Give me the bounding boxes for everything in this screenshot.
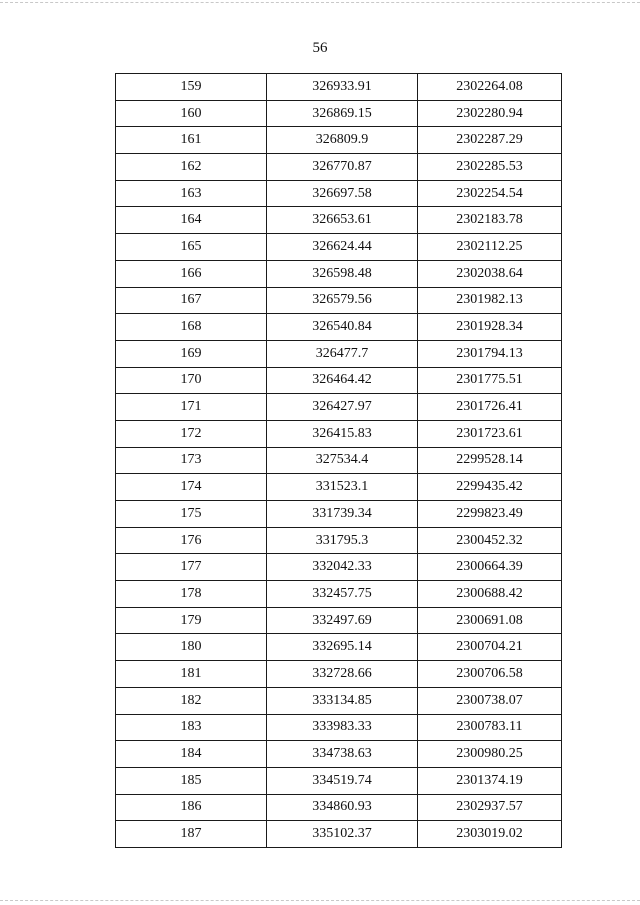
y-coordinate-cell: 2299528.14 [418, 447, 562, 474]
x-coordinate-cell: 335102.37 [267, 821, 418, 848]
x-coordinate-cell: 333134.85 [267, 687, 418, 714]
y-coordinate-cell: 2301726.41 [418, 394, 562, 421]
table-row [116, 260, 562, 287]
x-coordinate-cell: 331795.3 [267, 527, 418, 554]
x-coordinate-cell: 332457.75 [267, 581, 418, 608]
x-coordinate-cell: 326579.56 [267, 287, 418, 314]
point-id-cell: 167 [116, 287, 267, 314]
point-id-cell: 181 [116, 661, 267, 688]
table-row [116, 447, 562, 474]
table-row [116, 501, 562, 528]
scan-edge-top [0, 2, 640, 3]
x-coordinate-cell: 326464.42 [267, 367, 418, 394]
table-row [116, 714, 562, 741]
point-id-cell: 183 [116, 714, 267, 741]
table-row [116, 154, 562, 181]
x-coordinate-cell: 326427.97 [267, 394, 418, 421]
x-coordinate-cell: 333983.33 [267, 714, 418, 741]
point-id-cell: 166 [116, 260, 267, 287]
y-coordinate-cell: 2301794.13 [418, 340, 562, 367]
table-row [116, 100, 562, 127]
point-id-cell: 159 [116, 74, 267, 101]
point-id-cell: 187 [116, 821, 267, 848]
x-coordinate-cell: 331739.34 [267, 501, 418, 528]
table-row [116, 340, 562, 367]
table-row [116, 234, 562, 261]
point-id-cell: 186 [116, 794, 267, 821]
y-coordinate-cell: 2302937.57 [418, 794, 562, 821]
table-row [116, 287, 562, 314]
x-coordinate-cell: 332497.69 [267, 607, 418, 634]
table-row [116, 607, 562, 634]
y-coordinate-cell: 2301775.51 [418, 367, 562, 394]
point-id-cell: 160 [116, 100, 267, 127]
point-id-cell: 179 [116, 607, 267, 634]
point-id-cell: 162 [116, 154, 267, 181]
point-id-cell: 168 [116, 314, 267, 341]
y-coordinate-cell: 2300664.39 [418, 554, 562, 581]
y-coordinate-cell: 2301723.61 [418, 420, 562, 447]
x-coordinate-cell: 332042.33 [267, 554, 418, 581]
y-coordinate-cell: 2302287.29 [418, 127, 562, 154]
y-coordinate-cell: 2302280.94 [418, 100, 562, 127]
table-row [116, 741, 562, 768]
point-id-cell: 173 [116, 447, 267, 474]
table-row [116, 767, 562, 794]
x-coordinate-cell: 326697.58 [267, 180, 418, 207]
point-id-cell: 169 [116, 340, 267, 367]
table-row [116, 527, 562, 554]
y-coordinate-cell: 2300688.42 [418, 581, 562, 608]
table-row [116, 554, 562, 581]
x-coordinate-cell: 326598.48 [267, 260, 418, 287]
y-coordinate-cell: 2302254.54 [418, 180, 562, 207]
point-id-cell: 175 [116, 501, 267, 528]
point-id-cell: 176 [116, 527, 267, 554]
y-coordinate-cell: 2302038.64 [418, 260, 562, 287]
table-row [116, 581, 562, 608]
table-row [116, 420, 562, 447]
x-coordinate-cell: 332728.66 [267, 661, 418, 688]
y-coordinate-cell: 2300706.58 [418, 661, 562, 688]
coordinate-table [115, 73, 562, 848]
y-coordinate-cell: 2300783.11 [418, 714, 562, 741]
y-coordinate-cell: 2300980.25 [418, 741, 562, 768]
y-coordinate-cell: 2303019.02 [418, 821, 562, 848]
coordinate-table-body [116, 74, 562, 848]
point-id-cell: 172 [116, 420, 267, 447]
table-row [116, 634, 562, 661]
x-coordinate-cell: 326477.7 [267, 340, 418, 367]
point-id-cell: 185 [116, 767, 267, 794]
point-id-cell: 165 [116, 234, 267, 261]
table-row [116, 687, 562, 714]
point-id-cell: 170 [116, 367, 267, 394]
point-id-cell: 180 [116, 634, 267, 661]
y-coordinate-cell: 2302264.08 [418, 74, 562, 101]
x-coordinate-cell: 326653.61 [267, 207, 418, 234]
y-coordinate-cell: 2301982.13 [418, 287, 562, 314]
y-coordinate-cell: 2300691.08 [418, 607, 562, 634]
table-row [116, 394, 562, 421]
x-coordinate-cell: 332695.14 [267, 634, 418, 661]
table-row [116, 367, 562, 394]
point-id-cell: 182 [116, 687, 267, 714]
y-coordinate-cell: 2300704.21 [418, 634, 562, 661]
table-row [116, 74, 562, 101]
y-coordinate-cell: 2302112.25 [418, 234, 562, 261]
table-row [116, 821, 562, 848]
page-number: 56 [312, 40, 328, 56]
table-row [116, 127, 562, 154]
y-coordinate-cell: 2302285.53 [418, 154, 562, 181]
point-id-cell: 164 [116, 207, 267, 234]
x-coordinate-cell: 334519.74 [267, 767, 418, 794]
x-coordinate-cell: 326809.9 [267, 127, 418, 154]
y-coordinate-cell: 2299823.49 [418, 501, 562, 528]
table-row [116, 474, 562, 501]
x-coordinate-cell: 326415.83 [267, 420, 418, 447]
x-coordinate-cell: 334860.93 [267, 794, 418, 821]
y-coordinate-cell: 2301374.19 [418, 767, 562, 794]
x-coordinate-cell: 326933.91 [267, 74, 418, 101]
x-coordinate-cell: 326540.84 [267, 314, 418, 341]
table-row [116, 314, 562, 341]
x-coordinate-cell: 334738.63 [267, 741, 418, 768]
point-id-cell: 177 [116, 554, 267, 581]
table-row [116, 661, 562, 688]
scan-edge-bottom [0, 900, 640, 901]
table-row [116, 207, 562, 234]
table-row [116, 180, 562, 207]
x-coordinate-cell: 326624.44 [267, 234, 418, 261]
y-coordinate-cell: 2302183.78 [418, 207, 562, 234]
x-coordinate-cell: 326869.15 [267, 100, 418, 127]
table-row [116, 794, 562, 821]
point-id-cell: 161 [116, 127, 267, 154]
x-coordinate-cell: 331523.1 [267, 474, 418, 501]
point-id-cell: 171 [116, 394, 267, 421]
point-id-cell: 184 [116, 741, 267, 768]
y-coordinate-cell: 2300738.07 [418, 687, 562, 714]
x-coordinate-cell: 326770.87 [267, 154, 418, 181]
point-id-cell: 174 [116, 474, 267, 501]
y-coordinate-cell: 2299435.42 [418, 474, 562, 501]
point-id-cell: 178 [116, 581, 267, 608]
y-coordinate-cell: 2301928.34 [418, 314, 562, 341]
y-coordinate-cell: 2300452.32 [418, 527, 562, 554]
x-coordinate-cell: 327534.4 [267, 447, 418, 474]
point-id-cell: 163 [116, 180, 267, 207]
